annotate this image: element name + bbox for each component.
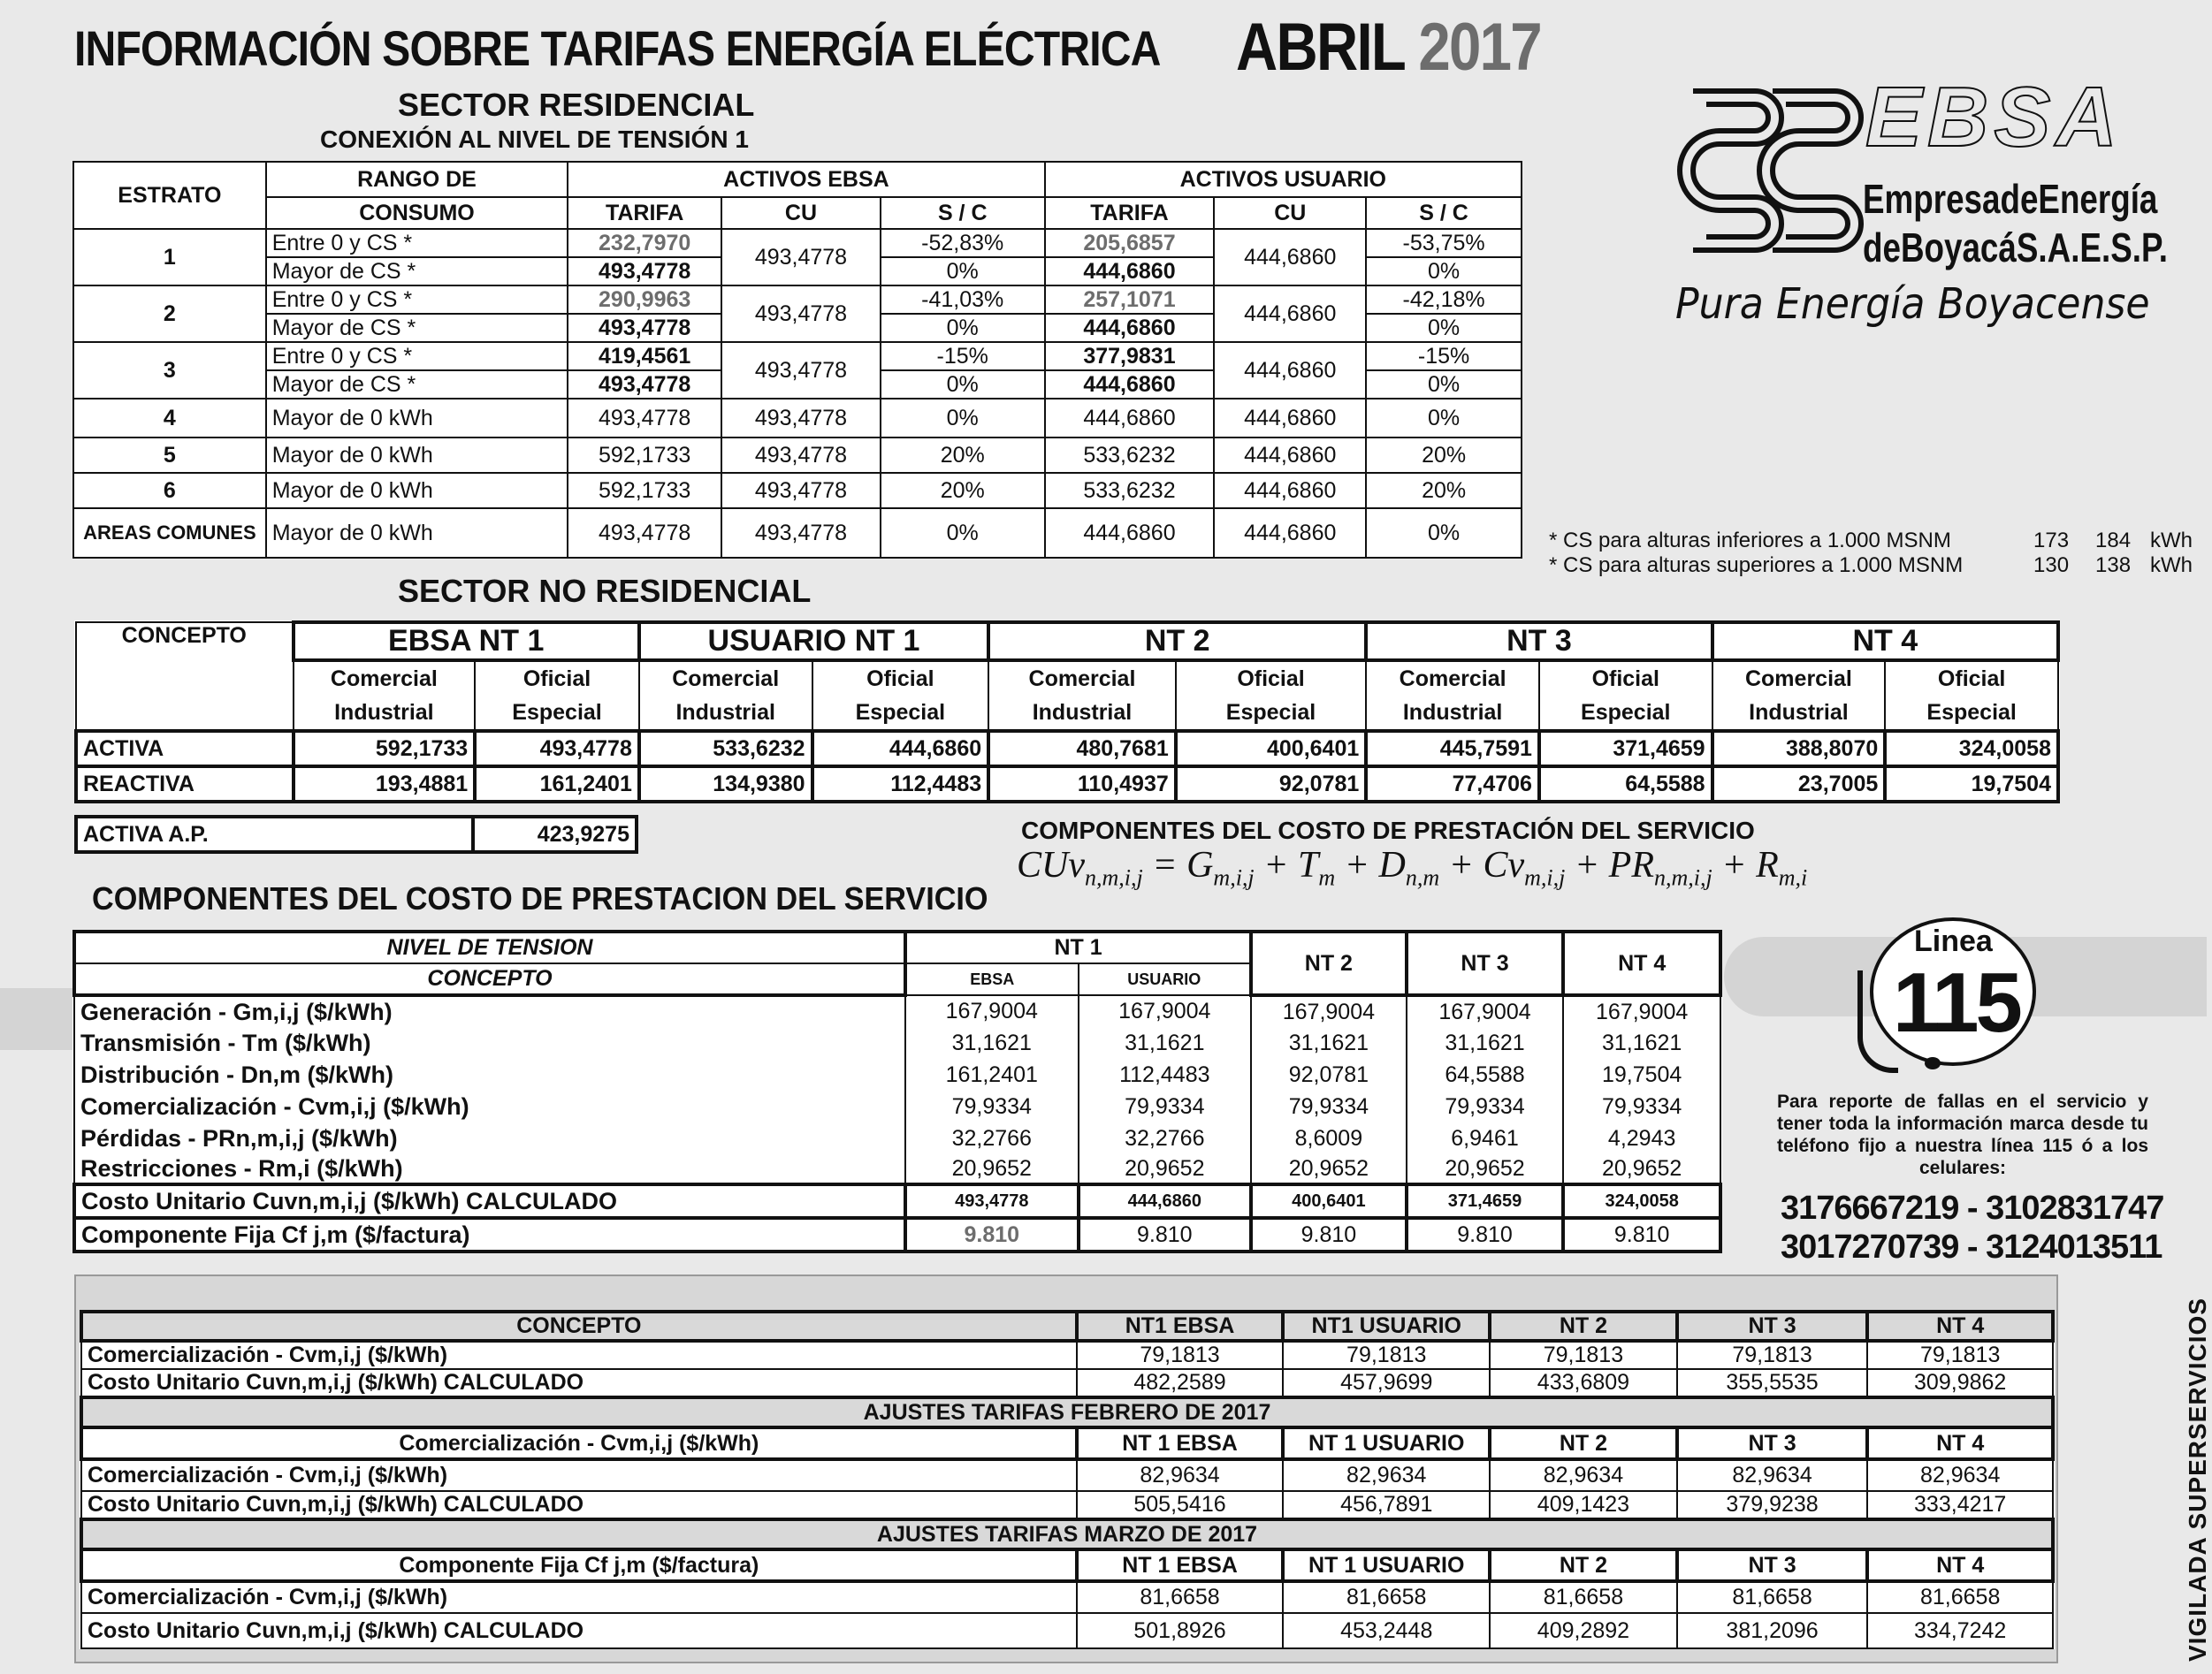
value-cell: 32,2766 xyxy=(1079,1122,1252,1154)
sc-usuario-cell: 0% xyxy=(1366,314,1522,342)
rango-cell: Entre 0 y CS * xyxy=(266,285,568,314)
cs-note-unit: kWh xyxy=(2150,553,2193,577)
value-cell: 92,0781 xyxy=(1176,766,1367,802)
table-row xyxy=(81,1581,2053,1613)
table-row xyxy=(74,1027,1720,1059)
sub-header: Comercial xyxy=(1366,660,1539,696)
cu-usuario-cell: 444,6860 xyxy=(1214,508,1366,558)
sc-cell: 0% xyxy=(881,370,1045,399)
table-row xyxy=(74,1154,1720,1184)
value-cell: 505,5416 xyxy=(1077,1491,1284,1519)
value-cell: 400,6401 xyxy=(1176,731,1367,766)
estrato-cell: 4 xyxy=(73,399,266,438)
header-tarifa-usuario: TARIFA xyxy=(1045,197,1215,229)
sub-header: Especial xyxy=(1885,696,2058,731)
value-cell: 20,9652 xyxy=(1407,1154,1564,1184)
table-row xyxy=(74,1091,1720,1122)
col-header: NT 1 EBSA xyxy=(1077,1427,1284,1459)
no-residencial-title: SECTOR NO RESIDENCIAL xyxy=(398,573,812,609)
value-cell: 82,9634 xyxy=(1077,1459,1284,1491)
rango-cell: Mayor de 0 kWh xyxy=(266,508,568,558)
value-cell: 110,4937 xyxy=(988,766,1176,802)
tarifa-usuario-cell: 444,6860 xyxy=(1045,314,1215,342)
row-label: Comercialización - Cvm,i,j ($/kWh) xyxy=(81,1581,1077,1613)
table-row xyxy=(81,1369,2053,1397)
year-text: 2017 xyxy=(1418,10,1541,85)
cu-usuario-cell: 444,6860 xyxy=(1214,229,1366,285)
sc-usuario-cell: 0% xyxy=(1366,370,1522,399)
tarifa-usuario-cell: 444,6860 xyxy=(1045,370,1215,399)
table-row xyxy=(81,1491,2053,1519)
value-cell: 334,7242 xyxy=(1867,1613,2053,1648)
concepto-header: CONCEPTO xyxy=(76,622,294,731)
sc-cell: -52,83% xyxy=(881,229,1045,257)
tarifa-cell: 493,4778 xyxy=(568,508,721,558)
cu-usuario-cell: 444,6860 xyxy=(1214,438,1366,473)
table-row xyxy=(81,1613,2053,1648)
cs-note-value: 138 xyxy=(2095,553,2132,577)
sc-cell: 0% xyxy=(881,508,1045,558)
sc-cell: 20% xyxy=(881,473,1045,508)
cu-usuario-cell: 444,6860 xyxy=(1214,399,1366,438)
value-cell: 167,9004 xyxy=(1407,995,1564,1027)
table-row xyxy=(76,766,2058,802)
value-cell: 79,9334 xyxy=(1079,1091,1252,1122)
sc-cell: 0% xyxy=(881,314,1045,342)
value-cell: 493,4778 xyxy=(905,1184,1079,1218)
sub-header: Oficial xyxy=(1176,660,1367,696)
row-label: Comercialización - Cvm,i,j ($/kWh) xyxy=(81,1341,1077,1369)
value-cell: 167,9004 xyxy=(1079,995,1252,1027)
usuario-header: USUARIO xyxy=(1079,963,1252,995)
header-activos-ebsa: ACTIVOS EBSA xyxy=(568,162,1044,197)
tarifa-usuario-cell: 377,9831 xyxy=(1045,342,1215,370)
value-cell: 456,7891 xyxy=(1283,1491,1490,1519)
value-cell: 355,5535 xyxy=(1677,1369,1868,1397)
value-cell: 482,2589 xyxy=(1077,1369,1284,1397)
nivel-header: NIVEL DE TENSION xyxy=(74,932,905,963)
sub-header: Especial xyxy=(1539,696,1712,731)
fija-label: Componente Fija Cf j,m ($/factura) xyxy=(74,1218,905,1252)
ebsa-logo xyxy=(1675,70,2170,343)
tarifa-cell: 592,1733 xyxy=(568,473,721,508)
header-rango-1: RANGO DE xyxy=(266,162,568,197)
value-cell: 31,1621 xyxy=(1251,1027,1407,1059)
rango-cell: Mayor de CS * xyxy=(266,314,568,342)
value-cell: 444,6860 xyxy=(1079,1184,1252,1218)
value-cell: 79,1813 xyxy=(1867,1341,2053,1369)
col-header: NT 4 xyxy=(1867,1427,2053,1459)
group-header: NT 3 xyxy=(1366,622,1712,660)
page-title: INFORMACIÓN SOBRE TARIFAS ENERGÍA ELÉCTRICA xyxy=(74,20,1161,76)
formula-title: COMPONENTES DEL COSTO DE PRESTACIÓN DEL SERVICIO xyxy=(1021,817,1755,844)
value-cell: 9.810 xyxy=(1563,1218,1720,1252)
cs-note-text: * CS para alturas inferiores a 1.000 MSNM xyxy=(1549,529,1951,552)
value-cell: 31,1621 xyxy=(905,1027,1079,1059)
col-header: NT 2 xyxy=(1251,932,1407,995)
componentes-title: COMPONENTES DEL COSTO DE PRESTACION DEL SERVICIO xyxy=(92,880,988,917)
col-header: NT 3 xyxy=(1407,932,1564,995)
value-cell: 23,7005 xyxy=(1712,766,1886,802)
cu-cell: 493,4778 xyxy=(721,342,881,399)
value-cell: 493,4778 xyxy=(475,731,639,766)
value-cell: 20,9652 xyxy=(1079,1154,1252,1184)
value-cell: 20,9652 xyxy=(1563,1154,1720,1184)
sc-usuario-cell: 20% xyxy=(1366,473,1522,508)
value-cell: 400,6401 xyxy=(1251,1184,1407,1218)
value-cell: 379,9238 xyxy=(1677,1491,1868,1519)
group-header: NT 4 xyxy=(1712,622,2058,660)
row-label: Costo Unitario Cuvn,m,i,j ($/kWh) CALCULADO xyxy=(81,1613,1077,1648)
logo-slogan: Pura Energía Boyacense xyxy=(1675,279,2150,329)
header-estrato: ESTRATO xyxy=(73,162,266,229)
value-cell: 79,1813 xyxy=(1677,1341,1868,1369)
concepto-header: CONCEPTO xyxy=(74,963,905,995)
value-cell: 82,9634 xyxy=(1283,1459,1490,1491)
tarifa-usuario-cell: 444,6860 xyxy=(1045,508,1215,558)
col-header: NT 2 xyxy=(1490,1549,1677,1581)
row-label: Pérdidas - PRn,m,i,j ($/kWh) xyxy=(74,1122,905,1154)
logo-company-line1: EmpresadeEnergía xyxy=(1863,176,2158,222)
col-header: NT 4 xyxy=(1867,1549,2053,1581)
sc-cell: 20% xyxy=(881,438,1045,473)
value-cell: 81,6658 xyxy=(1677,1581,1868,1613)
tarifa-cell: 290,9963 xyxy=(568,285,721,314)
phone-numbers-2[interactable]: 3017270739 - 3124013511 xyxy=(1781,1229,2162,1266)
value-cell: 9.810 xyxy=(1407,1218,1564,1252)
linea-115-badge xyxy=(1861,917,2038,1068)
col-header: NT 1 USUARIO xyxy=(1283,1427,1490,1459)
table-row xyxy=(76,731,2058,766)
sc-usuario-cell: -53,75% xyxy=(1366,229,1522,257)
sc-usuario-cell: -42,18% xyxy=(1366,285,1522,314)
value-cell: 19,7504 xyxy=(1563,1059,1720,1091)
value-cell: 324,0058 xyxy=(1885,731,2058,766)
sub-header: Especial xyxy=(475,696,639,731)
value-cell: 79,1813 xyxy=(1283,1341,1490,1369)
cs-note-value: 184 xyxy=(2095,529,2132,552)
sub-header: Comercial xyxy=(988,660,1176,696)
row-label: Comercialización - Cvm,i,j ($/kWh) xyxy=(81,1459,1077,1491)
tarifa-usuario-cell: 444,6860 xyxy=(1045,257,1215,285)
col-header: NT 3 xyxy=(1677,1312,1868,1341)
sc-cell: -41,03% xyxy=(881,285,1045,314)
row-label: ACTIVA xyxy=(76,731,294,766)
value-cell: 433,6809 xyxy=(1490,1369,1677,1397)
value-cell: 501,8926 xyxy=(1077,1613,1284,1648)
sub-header: Especial xyxy=(1176,696,1367,731)
value-cell: 324,0058 xyxy=(1563,1184,1720,1218)
table-row xyxy=(74,1184,1720,1218)
page-month xyxy=(1236,9,1541,86)
col-header: CONCEPTO xyxy=(81,1312,1077,1341)
no-residencial-table xyxy=(74,620,2060,803)
rango-cell: Entre 0 y CS * xyxy=(266,342,568,370)
value-cell: 167,9004 xyxy=(905,995,1079,1027)
feb-title: AJUSTES TARIFAS FEBRERO DE 2017 xyxy=(81,1397,2053,1427)
costo-label: Costo Unitario Cuvn,m,i,j ($/kWh) CALCULADO xyxy=(74,1184,905,1218)
cu-cell: 493,4778 xyxy=(721,229,881,285)
value-cell: 79,9334 xyxy=(1563,1091,1720,1122)
value-cell: 79,9334 xyxy=(905,1091,1079,1122)
value-cell: 445,7591 xyxy=(1366,731,1539,766)
row-label: Restricciones - Rm,i ($/kWh) xyxy=(74,1154,905,1184)
value-cell: 82,9634 xyxy=(1677,1459,1868,1491)
table-row xyxy=(74,1218,1720,1252)
value-cell: 112,4483 xyxy=(1079,1059,1252,1091)
estrato-cell: 1 xyxy=(73,229,266,285)
sc-usuario-cell: 0% xyxy=(1366,399,1522,438)
cu-cell: 493,4778 xyxy=(721,399,881,438)
tarifa-cell: 493,4778 xyxy=(568,399,721,438)
cs-note-value: 173 xyxy=(2033,529,2070,552)
value-cell: 20,9652 xyxy=(905,1154,1079,1184)
tarifa-usuario-cell: 257,1071 xyxy=(1045,285,1215,314)
value-cell: 31,1621 xyxy=(1563,1027,1720,1059)
row-label: REACTIVA xyxy=(76,766,294,802)
value-cell: 453,2448 xyxy=(1283,1613,1490,1648)
estrato-cell: 5 xyxy=(73,438,266,473)
value-cell: 388,8070 xyxy=(1712,731,1886,766)
cs-note-unit: kWh xyxy=(2150,529,2193,552)
cu-cell: 493,4778 xyxy=(721,438,881,473)
table-row xyxy=(74,995,1720,1027)
col-header: NT 1 EBSA xyxy=(1077,1549,1284,1581)
col-header: NT1 USUARIO xyxy=(1283,1312,1490,1341)
rango-cell: Mayor de 0 kWh xyxy=(266,438,568,473)
ajustes-table xyxy=(80,1310,2055,1649)
cu-usuario-cell: 444,6860 xyxy=(1214,285,1366,342)
tarifa-cell: 232,7970 xyxy=(568,229,721,257)
value-cell: 64,5588 xyxy=(1539,766,1712,802)
phone-numbers-1[interactable]: 3176667219 - 3102831747 xyxy=(1781,1190,2164,1227)
col-header: NT 4 xyxy=(1563,932,1720,995)
activa-ap-table xyxy=(74,815,638,854)
col-header: Componente Fija Cf j,m ($/factura) xyxy=(81,1549,1077,1581)
value-cell: 457,9699 xyxy=(1283,1369,1490,1397)
linea-number: 115 xyxy=(1893,955,2019,1050)
col-header: NT 3 xyxy=(1677,1549,1868,1581)
row-label: Generación - Gm,i,j ($/kWh) xyxy=(74,995,905,1027)
month-text: ABRIL xyxy=(1236,10,1404,85)
header-cu: CU xyxy=(721,197,881,229)
sc-cell: 0% xyxy=(881,399,1045,438)
residencial-table xyxy=(72,161,1522,559)
sub-header: Industrial xyxy=(988,696,1176,731)
group-header: USUARIO NT 1 xyxy=(639,622,988,660)
value-cell: 32,2766 xyxy=(905,1122,1079,1154)
sub-header: Oficial xyxy=(475,660,639,696)
group-header: EBSA NT 1 xyxy=(294,622,639,660)
value-cell: 77,4706 xyxy=(1366,766,1539,802)
logo-brand: EBSA xyxy=(1865,70,2123,164)
value-cell: 81,6658 xyxy=(1077,1581,1284,1613)
linea-label: Linea xyxy=(1914,925,1993,958)
value-cell: 9.810 xyxy=(1079,1218,1252,1252)
value-cell: 134,9380 xyxy=(639,766,812,802)
activa-ap-value: 423,9275 xyxy=(473,817,637,852)
value-cell: 79,9334 xyxy=(1251,1091,1407,1122)
col-header: NT 4 xyxy=(1867,1312,2053,1341)
value-cell: 82,9634 xyxy=(1867,1459,2053,1491)
sc-usuario-cell: 0% xyxy=(1366,257,1522,285)
sub-header: Oficial xyxy=(1539,660,1712,696)
value-cell: 161,2401 xyxy=(475,766,639,802)
sc-usuario-cell: 0% xyxy=(1366,508,1522,558)
estrato-cell: AREAS COMUNES xyxy=(73,508,266,558)
group-header: NT 2 xyxy=(988,622,1366,660)
value-cell: 193,4881 xyxy=(294,766,476,802)
estrato-cell: 2 xyxy=(73,285,266,342)
value-cell: 592,1733 xyxy=(294,731,476,766)
cu-usuario-cell: 444,6860 xyxy=(1214,473,1366,508)
nt1-header: NT 1 xyxy=(905,932,1251,963)
tarifa-usuario-cell: 444,6860 xyxy=(1045,399,1215,438)
sub-header: Oficial xyxy=(1885,660,2058,696)
tarifa-usuario-cell: 205,6857 xyxy=(1045,229,1215,257)
rango-cell: Mayor de CS * xyxy=(266,257,568,285)
value-cell: 6,9461 xyxy=(1407,1122,1564,1154)
tarifa-usuario-cell: 533,6232 xyxy=(1045,473,1215,508)
row-label: Costo Unitario Cuvn,m,i,j ($/kWh) CALCULADO xyxy=(81,1491,1077,1519)
sub-header: Comercial xyxy=(1712,660,1886,696)
value-cell: 81,6658 xyxy=(1283,1581,1490,1613)
value-cell: 371,4659 xyxy=(1407,1184,1564,1218)
value-cell: 79,1813 xyxy=(1490,1341,1677,1369)
header-sc-usuario: S / C xyxy=(1366,197,1522,229)
value-cell: 112,4483 xyxy=(812,766,989,802)
rango-cell: Entre 0 y CS * xyxy=(266,229,568,257)
col-header: NT1 EBSA xyxy=(1077,1312,1284,1341)
ebsa-emblem-icon xyxy=(1675,78,1861,281)
cs-note-text: * CS para alturas superiores a 1.000 MSNM xyxy=(1549,553,1964,577)
col-header: NT 1 USUARIO xyxy=(1283,1549,1490,1581)
cs-note-value: 130 xyxy=(2033,553,2070,577)
header-sc: S / C xyxy=(881,197,1045,229)
residencial-title: SECTOR RESIDENCIAL xyxy=(398,87,755,123)
sc-cell: 0% xyxy=(881,257,1045,285)
sub-header: Industrial xyxy=(294,696,476,731)
sub-header: Comercial xyxy=(294,660,476,696)
header-activos-usuario: ACTIVOS USUARIO xyxy=(1045,162,1522,197)
cu-cell: 493,4778 xyxy=(721,508,881,558)
col-header: NT 3 xyxy=(1677,1427,1868,1459)
value-cell: 9.810 xyxy=(905,1218,1079,1252)
header-cu-usuario: CU xyxy=(1214,197,1366,229)
row-label: Transmisión - Tm ($/kWh) xyxy=(74,1027,905,1059)
value-cell: 79,9334 xyxy=(1407,1091,1564,1122)
value-cell: 31,1621 xyxy=(1079,1027,1252,1059)
vigilada-label: VIGILADA SUPERSERVICIOS xyxy=(2184,1297,2211,1662)
header-tarifa: TARIFA xyxy=(568,197,721,229)
value-cell: 333,4217 xyxy=(1867,1491,2053,1519)
header-rango-2: CONSUMO xyxy=(266,197,568,229)
sub-header: Especial xyxy=(812,696,989,731)
value-cell: 92,0781 xyxy=(1251,1059,1407,1091)
logo-company-line2: deBoyacáS.A.E.S.P. xyxy=(1863,224,2168,270)
sub-header: Industrial xyxy=(1712,696,1886,731)
rango-cell: Mayor de 0 kWh xyxy=(266,473,568,508)
value-cell: 81,6658 xyxy=(1490,1581,1677,1613)
value-cell: 381,2096 xyxy=(1677,1613,1868,1648)
value-cell: 444,6860 xyxy=(812,731,989,766)
sc-usuario-cell: 20% xyxy=(1366,438,1522,473)
ebsa-header: EBSA xyxy=(905,963,1079,995)
componentes-table xyxy=(72,930,1722,1253)
cost-formula: $CUv_{n,m,i,j} = G_{m,i,j} + T_m + D_{n,m} + Cv_{m,i,j} + PR_{n,m,i,j} + R_{m,i}$ xyxy=(1017,845,1808,891)
rango-cell: Mayor de CS * xyxy=(266,370,568,399)
value-cell: 8,6009 xyxy=(1251,1122,1407,1154)
tarifa-cell: 592,1733 xyxy=(568,438,721,473)
cu-cell: 493,4778 xyxy=(721,285,881,342)
table-row xyxy=(74,1122,1720,1154)
table-row xyxy=(74,1059,1720,1091)
value-cell: 533,6232 xyxy=(639,731,812,766)
sc-usuario-cell: -15% xyxy=(1366,342,1522,370)
sc-cell: -15% xyxy=(881,342,1045,370)
value-cell: 81,6658 xyxy=(1867,1581,2053,1613)
sub-header: Industrial xyxy=(1366,696,1539,731)
value-cell: 371,4659 xyxy=(1539,731,1712,766)
value-cell: 480,7681 xyxy=(988,731,1176,766)
sub-header: Comercial xyxy=(639,660,812,696)
tarifa-cell: 419,4561 xyxy=(568,342,721,370)
value-cell: 409,2892 xyxy=(1490,1613,1677,1648)
rango-cell: Mayor de 0 kWh xyxy=(266,399,568,438)
row-label: Costo Unitario Cuvn,m,i,j ($/kWh) CALCULADO xyxy=(81,1369,1077,1397)
value-cell: 409,1423 xyxy=(1490,1491,1677,1519)
value-cell: 64,5588 xyxy=(1407,1059,1564,1091)
tarifa-cell: 493,4778 xyxy=(568,257,721,285)
estrato-cell: 3 xyxy=(73,342,266,399)
row-label: Comercialización - Cvm,i,j ($/kWh) xyxy=(74,1091,905,1122)
mar-title: AJUSTES TARIFAS MARZO DE 2017 xyxy=(81,1519,2053,1549)
estrato-cell: 6 xyxy=(73,473,266,508)
sub-header: Oficial xyxy=(812,660,989,696)
table-row xyxy=(81,1459,2053,1491)
tarifa-cell: 493,4778 xyxy=(568,370,721,399)
col-header: Comercialización - Cvm,i,j ($/kWh) xyxy=(81,1427,1077,1459)
cu-usuario-cell: 444,6860 xyxy=(1214,342,1366,399)
residencial-subtitle: CONEXIÓN AL NIVEL DE TENSIÓN 1 xyxy=(320,126,749,153)
tarifa-cell: 493,4778 xyxy=(568,314,721,342)
cu-cell: 493,4778 xyxy=(721,473,881,508)
value-cell: 309,9862 xyxy=(1867,1369,2053,1397)
value-cell: 9.810 xyxy=(1251,1218,1407,1252)
table-row xyxy=(81,1341,2053,1369)
row-label: Distribución - Dn,m ($/kWh) xyxy=(74,1059,905,1091)
value-cell: 20,9652 xyxy=(1251,1154,1407,1184)
activa-ap-label: ACTIVA A.P. xyxy=(76,817,473,852)
value-cell: 19,7504 xyxy=(1885,766,2058,802)
sub-header: Industrial xyxy=(639,696,812,731)
linea-info-text: Para reporte de fallas en el servicio y tener toda la información marca desde tu teléfono fijo a nuestra línea 115 ó a los celulares: xyxy=(1777,1092,2148,1178)
headset-mic-icon xyxy=(1925,1057,1941,1069)
value-cell: 161,2401 xyxy=(905,1059,1079,1091)
tarifa-usuario-cell: 533,6232 xyxy=(1045,438,1215,473)
value-cell: 4,2943 xyxy=(1563,1122,1720,1154)
value-cell: 31,1621 xyxy=(1407,1027,1564,1059)
value-cell: 167,9004 xyxy=(1563,995,1720,1027)
col-header: NT 2 xyxy=(1490,1427,1677,1459)
value-cell: 167,9004 xyxy=(1251,995,1407,1027)
value-cell: 82,9634 xyxy=(1490,1459,1677,1491)
col-header: NT 2 xyxy=(1490,1312,1677,1341)
value-cell: 79,1813 xyxy=(1077,1341,1284,1369)
